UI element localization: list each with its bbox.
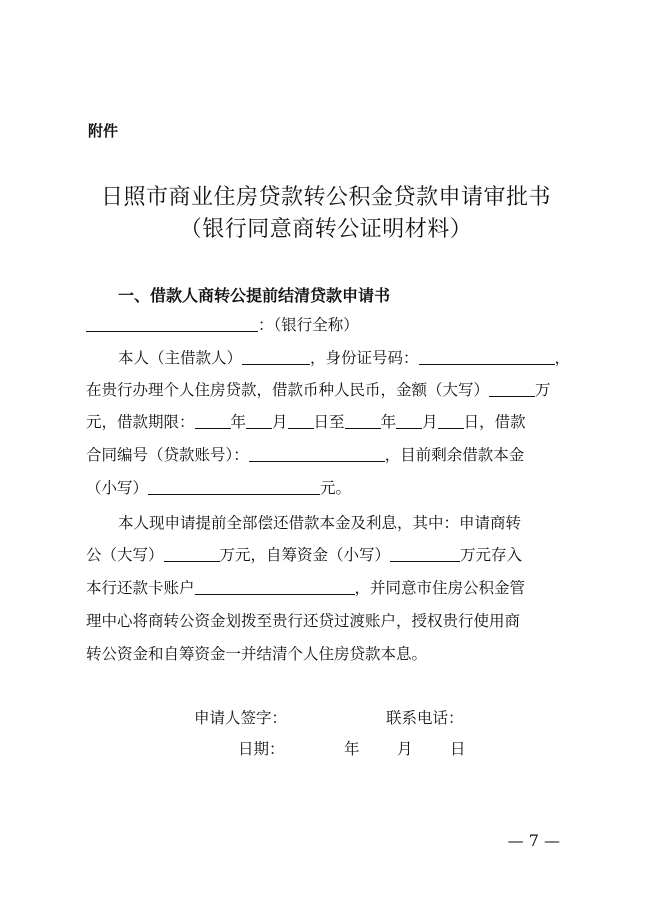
month-text: 月 xyxy=(272,413,288,431)
repayment-account-blank[interactable] xyxy=(195,576,355,595)
document-subtitle: （银行同意商转公证明材料） xyxy=(179,217,473,242)
comma-text: ， xyxy=(554,349,571,367)
borrower-name-blank[interactable] xyxy=(242,346,310,365)
loan-term-label: 元，借款期限： xyxy=(86,413,195,431)
repayment-account-label: 本行还款卡账户 xyxy=(86,579,195,597)
settlement-line xyxy=(86,642,568,666)
lowercase-label: （小写） xyxy=(86,479,149,497)
loan-term-line xyxy=(86,410,568,434)
loan-amount-label: 在贵行办理个人住房贷款，借款币种人民币，金额（大写） xyxy=(86,381,490,399)
start-month-blank[interactable] xyxy=(246,410,272,429)
date-label: 日期： xyxy=(238,740,285,758)
remaining-principal-line xyxy=(86,476,568,500)
self-funds-blank[interactable] xyxy=(390,543,460,562)
end-day-blank[interactable] xyxy=(438,410,464,429)
contract-number-label: 合同编号（贷款账号）： xyxy=(86,446,249,464)
document-title: 日照市商业住房贷款转公积金贷款申请审批书 xyxy=(100,185,551,210)
authorization-line xyxy=(86,609,568,633)
day-text: 日，借款 xyxy=(463,413,526,431)
consent-text: ，并同意市住房公积金管 xyxy=(354,579,526,597)
date-day-text: 日 xyxy=(450,740,466,758)
settlement-text: 转公资金和自筹资金一并结清个人住房贷款本息。 xyxy=(86,645,428,663)
deposit-text: 万元存入 xyxy=(460,546,523,564)
year-text: 年 xyxy=(230,413,247,431)
applicant-signature-label: 申请人签字： xyxy=(194,709,288,727)
phone-label: 联系电话： xyxy=(386,709,464,727)
unit-yuan-text: 元。 xyxy=(320,479,352,497)
year-text: 年 xyxy=(380,413,397,431)
contract-number-blank[interactable] xyxy=(249,443,385,462)
end-year-blank[interactable] xyxy=(345,410,381,429)
id-number-label: ，身份证号码： xyxy=(310,349,419,367)
start-day-blank[interactable] xyxy=(288,410,314,429)
application-text: 本人现申请提前全部偿还借款本金及利息，其中：申请商转 xyxy=(118,514,522,532)
loan-amount-line xyxy=(86,378,568,402)
contract-number-line xyxy=(86,443,568,467)
bank-name-hint: ：（银行全称） xyxy=(258,316,359,334)
repayment-account-line xyxy=(86,576,568,600)
bank-name-line xyxy=(86,313,568,337)
date-year-text: 年 xyxy=(344,740,360,758)
month-text: 月 xyxy=(422,413,438,431)
amounts-line xyxy=(86,543,568,567)
self-funds-label: 万元，自筹资金（小写） xyxy=(219,546,391,564)
transfer-amount-blank[interactable] xyxy=(164,543,220,562)
day-to-text: 日至 xyxy=(313,413,345,431)
id-number-blank[interactable] xyxy=(419,346,555,365)
remaining-principal-label: ，目前剩余借款本金 xyxy=(384,446,525,464)
end-month-blank[interactable] xyxy=(396,410,422,429)
application-line xyxy=(118,511,568,535)
start-year-blank[interactable] xyxy=(195,410,231,429)
transfer-amount-label: 公（大写） xyxy=(86,546,164,564)
attachment-label: 附件 xyxy=(88,122,119,140)
borrower-label: 本人（主借款人） xyxy=(118,349,243,367)
remaining-principal-blank[interactable] xyxy=(148,476,320,495)
section-heading: 一、借款人商转公提前结清贷款申请书 xyxy=(118,286,391,305)
loan-amount-blank[interactable] xyxy=(489,378,535,397)
page-number: — 7 — xyxy=(507,831,560,850)
date-month-text: 月 xyxy=(397,740,413,758)
authorization-text: 理中心将商转公资金划拨至贵行还贷过渡账户，授权贵行使用商 xyxy=(86,612,521,630)
unit-wan-text: 万 xyxy=(535,381,551,399)
borrower-line xyxy=(118,346,571,370)
bank-name-blank[interactable] xyxy=(86,313,258,332)
